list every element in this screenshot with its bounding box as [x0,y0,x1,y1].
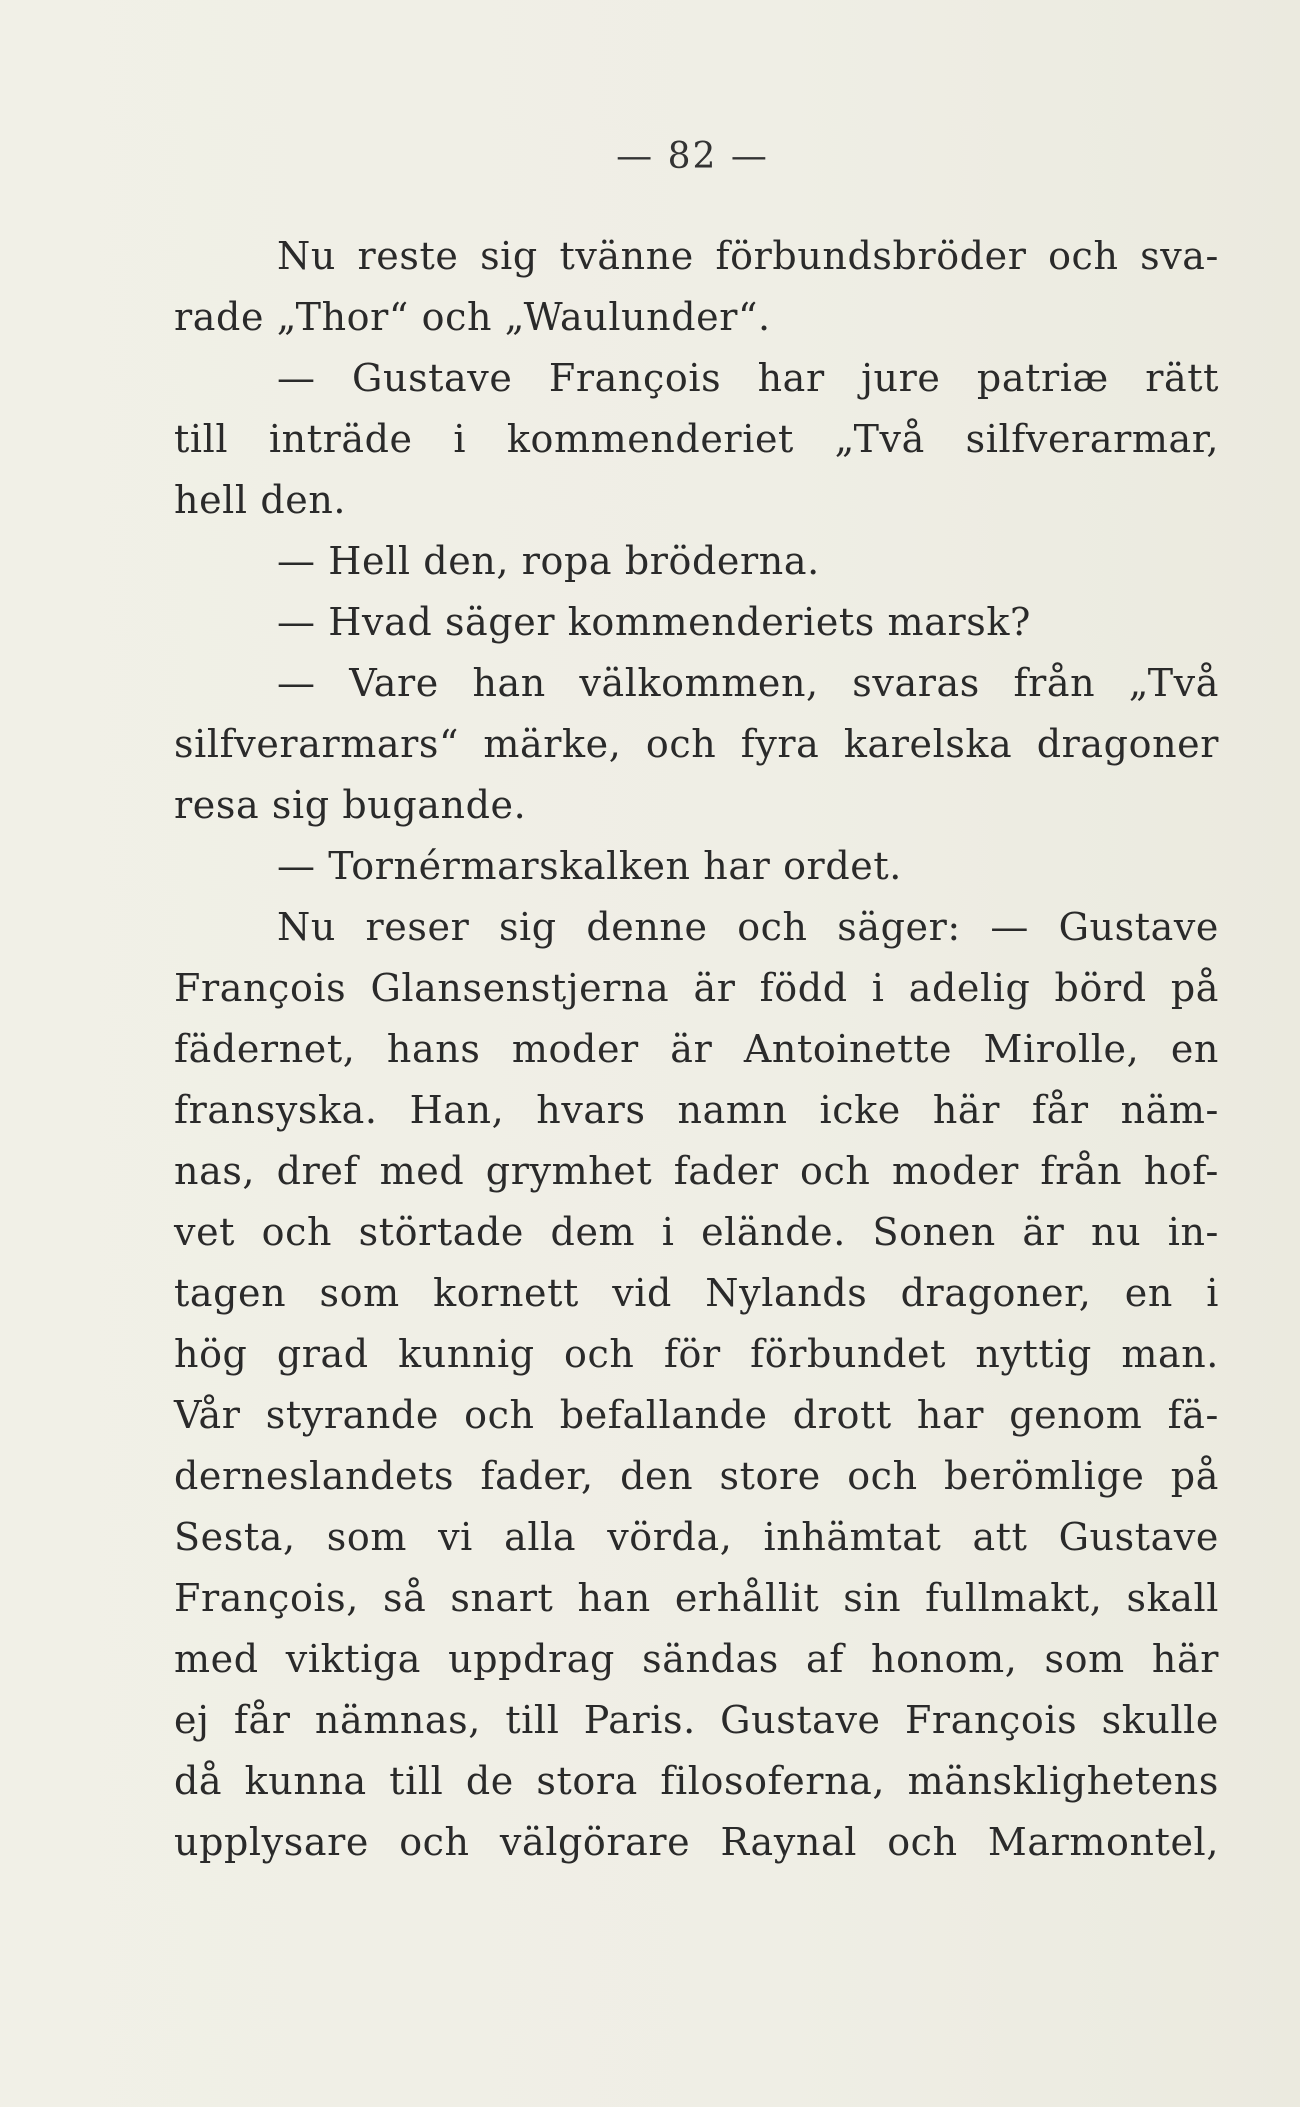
text-line: hell den. [174,478,347,522]
text-line: rade „Thor“ och „Waulunder“. [174,295,771,339]
text-line: — Hvad säger kommenderiets marsk? [277,600,1031,644]
text-line: Sesta, som vi alla vörda, inhämtat att Gustave [174,1515,1219,1559]
text-line: Vår styrande och befallande drott har genom fä- [174,1393,1219,1437]
page-number: — 82 — [616,136,769,177]
text-line: Nu reser sig denne och säger: — Gustave [277,905,1219,949]
text-line: — Tornérmarskalken har ordet. [277,844,902,888]
text-line: fädernet, hans moder är Antoinette Mirolle, en [174,1027,1219,1071]
text-line: då kunna till de stora filosoferna, mänsklighetens [174,1759,1219,1803]
text-line: François Glansenstjerna är född i adelig börd på [174,966,1219,1010]
text-line: — Gustave François har jure patriæ rätt [277,356,1219,400]
text-line: till inträde i kommenderiet „Två silfverarmar, [174,417,1219,461]
text-line: vet och störtade dem i elände. Sonen är nu in- [174,1210,1219,1254]
text-line: med viktiga uppdrag sändas af honom, som här [174,1637,1219,1681]
text-line: hög grad kunnig och för förbundet nyttig man. [174,1332,1219,1376]
text-line: — Vare han välkommen, svaras från „Två [277,661,1219,705]
text-line: tagen som kornett vid Nylands dragoner, en i [174,1271,1219,1315]
text-line: François, så snart han erhållit sin fullmakt, skall [174,1576,1219,1620]
text-line: — Hell den, ropa bröderna. [277,539,820,583]
text-line: fransyska. Han, hvars namn icke här får näm- [174,1088,1219,1132]
text-line: upplysare och välgörare Raynal och Marmontel, [174,1820,1219,1864]
text-line: derneslandets fader, den store och berömlige på [174,1454,1219,1498]
text-line: resa sig bugande. [174,783,527,827]
text-line: ej får nämnas, till Paris. Gustave François skulle [174,1698,1219,1742]
text-line: nas, dref med grymhet fader och moder från hof- [174,1149,1219,1193]
body-text [174,226,1219,1873]
text-line: silfverarmars“ märke, och fyra karelska dragoner [174,722,1219,766]
text-line: Nu reste sig tvänne förbundsbröder och sva- [277,234,1219,278]
